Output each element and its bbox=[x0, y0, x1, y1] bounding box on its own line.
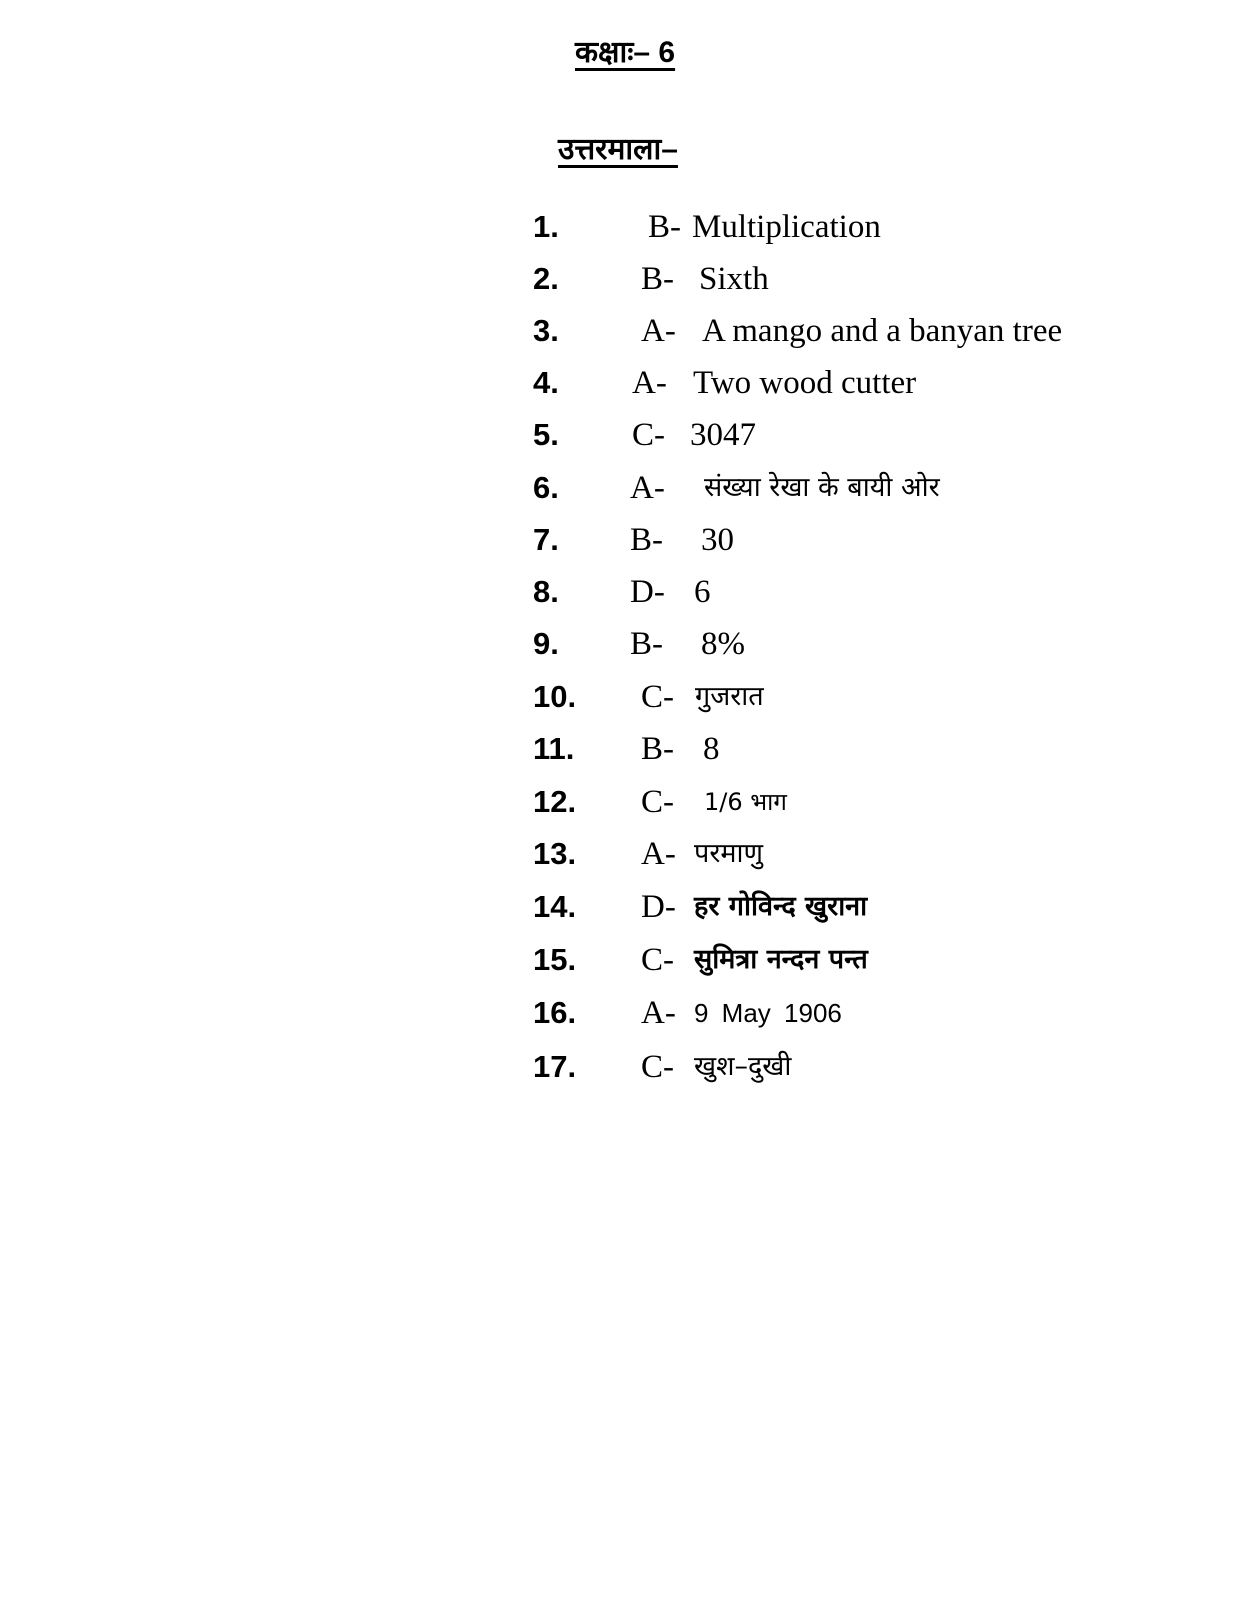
answer-option: D- bbox=[630, 574, 665, 610]
answer-row bbox=[0, 361, 1236, 405]
answer-option: C- bbox=[641, 679, 674, 715]
question-number: 1. bbox=[533, 209, 559, 244]
answer-text: 1/6 भाग bbox=[704, 788, 787, 816]
answer-option: B- bbox=[630, 522, 663, 558]
answer-text: हर गोविन्द खुराना bbox=[694, 891, 868, 922]
answer-option: A- bbox=[641, 313, 676, 349]
answer-row bbox=[0, 832, 1236, 876]
answer-text: Multiplication bbox=[692, 209, 881, 245]
answer-option: D- bbox=[641, 889, 676, 925]
answer-row bbox=[0, 938, 1236, 982]
answer-text: 3047 bbox=[690, 417, 756, 453]
answer-text: खुश–दुखी bbox=[694, 1051, 792, 1082]
answer-row bbox=[0, 622, 1236, 666]
answer-text: 30 bbox=[701, 522, 734, 558]
answer-option: A- bbox=[641, 995, 676, 1031]
answer-row bbox=[0, 780, 1236, 824]
answer-text: Two wood cutter bbox=[693, 365, 917, 401]
class-title: कक्षाः– 6 bbox=[575, 36, 676, 69]
answer-option: C- bbox=[641, 784, 674, 820]
question-number: 15. bbox=[533, 942, 577, 977]
question-number: 17. bbox=[533, 1049, 577, 1084]
answer-row bbox=[0, 885, 1236, 929]
question-number: 11. bbox=[533, 731, 575, 766]
answer-row bbox=[0, 413, 1236, 457]
answer-option: B- bbox=[648, 209, 681, 245]
answer-text: 8% bbox=[701, 626, 745, 662]
answer-option: C- bbox=[632, 417, 665, 453]
question-number: 2. bbox=[533, 261, 559, 296]
answer-text: 8 bbox=[703, 731, 720, 767]
answer-option: A- bbox=[641, 836, 676, 872]
question-number: 4. bbox=[533, 365, 559, 400]
answer-row bbox=[0, 570, 1236, 614]
question-number: 14. bbox=[533, 889, 577, 924]
answer-option: C- bbox=[641, 1049, 674, 1085]
answer-row bbox=[0, 205, 1236, 249]
question-number: 12. bbox=[533, 784, 577, 819]
question-number: 13. bbox=[533, 836, 577, 871]
answer-row bbox=[0, 991, 1236, 1035]
answer-text: संख्या रेखा के बायी ओर bbox=[704, 472, 940, 503]
answer-option: B- bbox=[641, 731, 674, 767]
answer-row bbox=[0, 309, 1236, 353]
question-number: 7. bbox=[533, 522, 559, 557]
answer-row bbox=[0, 466, 1236, 510]
question-number: 16. bbox=[533, 995, 577, 1030]
question-number: 9. bbox=[533, 626, 559, 661]
answer-text: Sixth bbox=[699, 261, 769, 297]
answer-text: परमाणु bbox=[694, 838, 764, 869]
answer-option: A- bbox=[630, 470, 665, 506]
question-number: 3. bbox=[533, 313, 559, 348]
answer-row bbox=[0, 727, 1236, 771]
answer-option: C- bbox=[641, 942, 674, 978]
question-number: 8. bbox=[533, 574, 559, 609]
answer-option: A- bbox=[632, 365, 667, 401]
question-number: 6. bbox=[533, 470, 559, 505]
answer-text: 9 May 1906 bbox=[694, 998, 842, 1028]
answer-option: B- bbox=[641, 261, 674, 297]
answer-row bbox=[0, 1045, 1236, 1089]
answer-row bbox=[0, 518, 1236, 562]
answer-text: 6 bbox=[694, 574, 711, 610]
answer-text: A mango and a banyan tree bbox=[702, 313, 1063, 349]
answer-option: B- bbox=[630, 626, 663, 662]
answer-key-heading: उत्तरमाला– bbox=[558, 133, 678, 166]
question-number: 5. bbox=[533, 417, 559, 452]
answer-row bbox=[0, 675, 1236, 719]
answer-text: गुजरात bbox=[695, 681, 764, 712]
answer-text: सुमित्रा नन्दन पन्त bbox=[694, 944, 868, 975]
answer-row bbox=[0, 257, 1236, 301]
question-number: 10. bbox=[533, 679, 577, 714]
